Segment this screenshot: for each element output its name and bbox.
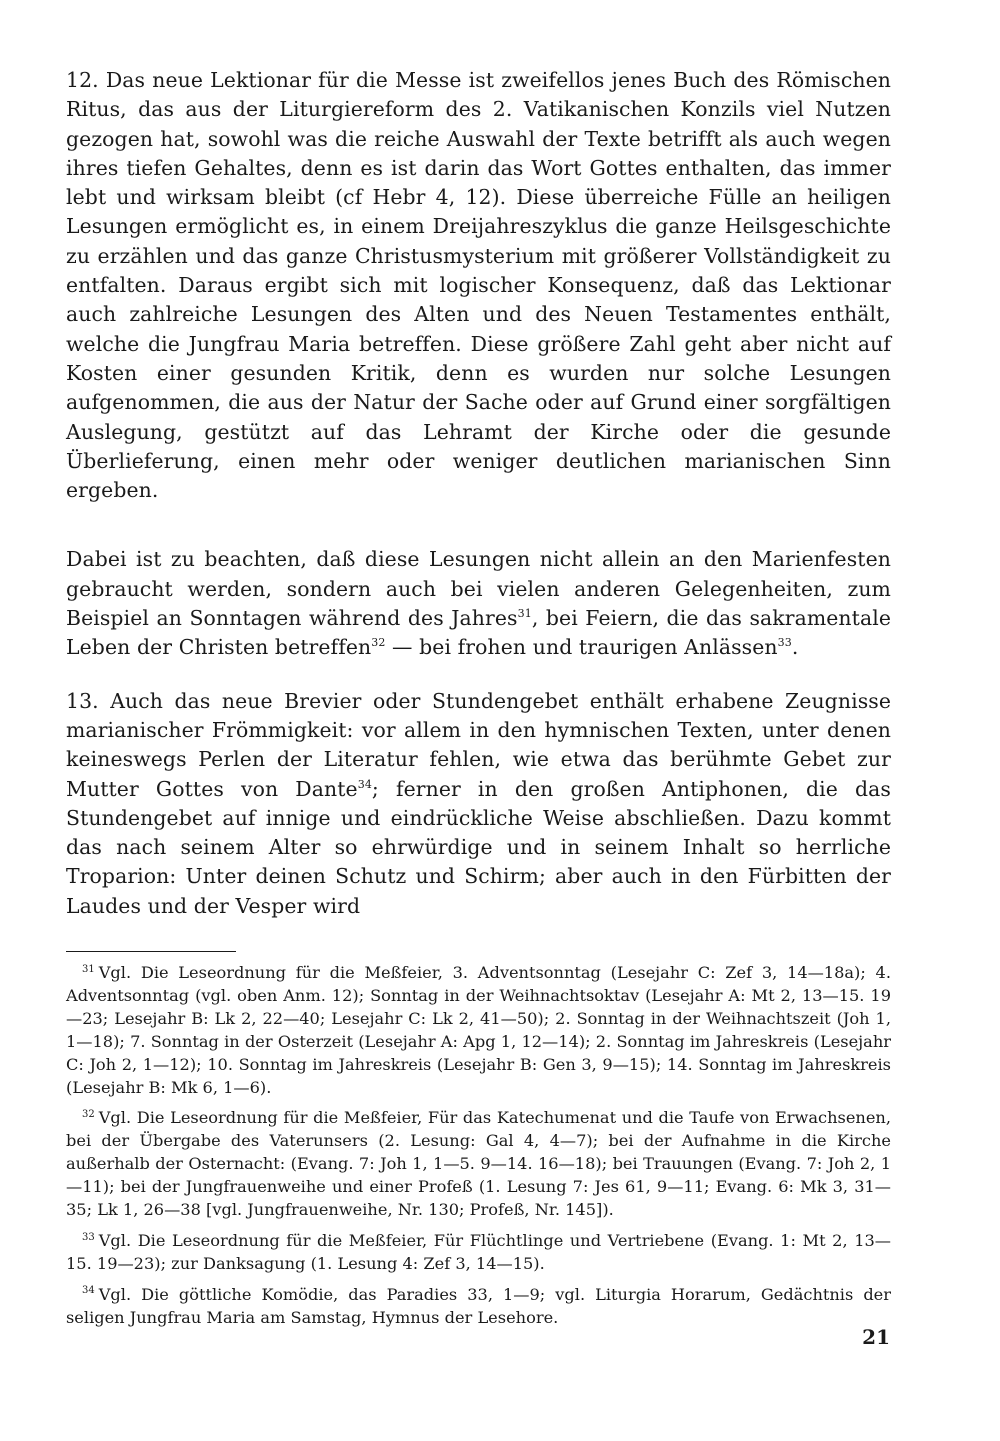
paragraph-13 xyxy=(66,687,891,921)
paragraph-text: 13. Auch das neue Brevier oder Stundengebet enthält erhabene Zeugnisse marianischer Frömmigkeit: vor allem in den hymnischen Texten, unter denen keineswegs Perlen der Literatur fehlen, wie etwa das berühmte Gebet zur Mutter Gottes von Dante xyxy=(66,688,891,801)
paragraph-12-text: 12. Das neue Lektionar für die Messe ist zweifellos jenes Buch des Römischen Ritus, das aus der Liturgiereform des 2. Vatikanischen Konzils viel Nutzen gezogen hat, sowohl was die reiche Auswahl der Texte betrifft als auch wegen ihres tiefen Gehaltes, denn es ist darin das Wort Gottes enthalten, das immer lebt und wirksam bleibt (cf Hebr 4, 12). Diese überreiche Fülle an heiligen Lesungen ermöglicht es, in einem Dreijahreszyklus die ganze Heilsgeschichte zu erzählen und das ganze Christusmysterium mit größerer Vollständigkeit zu entfalten. Daraus ergibt sich mit logischer Konsequenz, daß das Lektionar auch zahlreiche Lesungen des Alten und des Neuen Testamentes enthält, welche die Jungfrau Maria betreffen. Diese größere Zahl geht aber nicht auf Kosten einer gesunden Kritik, denn es wurden nur solche Lesungen aufgenommen, die aus der Natur der Sache oder auf Grund einer sorgfältigen Auslegung, gestützt auf das Lehramt der Kirche oder die gesunde Überlieferung, einen mehr oder weniger deutlichen marianischen Sinn ergeben. xyxy=(66,68,891,503)
paragraph-text: ; ferner in den großen Antiphonen, die das Stundengebet auf innige und eindrückliche Weise abschließen. Dazu kommt das nach seinem Alter so ehrwürdige und in seinem Inhalt so herrliche Troparion: Unter deinen Schutz und Schirm; aber auch in den Fürbitten der Laudes und der Vesper wird xyxy=(66,776,891,918)
footnote-text: Vgl. Die Leseordnung für die Meßfeier, Für das Katechumenat und die Taufe von Erwachsenen, bei der Übergabe des Vaterunsers (2. Lesung: Gal 4, 4—7); bei der Aufnahme in die Kirche außerhalb der Osternacht: (Evang. 7: Joh 1, 1—5. 9—14. 16—18); bei Trauungen (Evang. 7: Joh 2, 1—11); bei der Jungfrauenweihe und einer Profeß (1. Lesung 7: Jes 61, 9—11; Evang. 6: Mk 3, 31—35; Lk 1, 26—38 [vgl. Jungfrauenweihe, Nr. 130; Profeß, Nr. 145]). xyxy=(66,1108,891,1220)
footnote-text: Vgl. Die göttliche Komödie, das Paradies 33, 1—9; vgl. Liturgia Horarum, Gedächtnis der seligen Jungfrau Maria am Samstag, Hymnus der Lesehore. xyxy=(66,1284,891,1327)
footnote-ref-33[interactable]: 33 xyxy=(777,636,792,650)
page-body xyxy=(66,66,891,1330)
page-number: 21 xyxy=(862,1325,890,1349)
footnote-text: Vgl. Die Leseordnung für die Meßfeier, 3. Adventsonntag (Lesejahr C: Zef 3, 14—18a); 4. Adventsonntag (vgl. oben Anm. 12); Sonntag in der Weihnachtsoktav (Lesejahr A: Mt 2, 13—15. 19—23; Lesejahr B: Lk 2, 22—40; Lesejahr C: Lk 2, 41—50); 2. Sonntag in der Weihnachtszeit (Joh 1, 1—18); 7. Sonntag in der Osterzeit (Lesejahr A: Apg 1, 12—14); 2. Sonntag im Jahreskreis (Lesejahr C: Joh 2, 1—12); 10. Sonntag im Jahreskreis (Lesejahr B: Gen 3, 9—15); 14. Sonntag im Jahreskreis (Lesejahr B: Mk 6, 1—6). xyxy=(66,963,891,1097)
footnote-32 xyxy=(66,1107,891,1222)
footnote-number: 32 xyxy=(82,1109,95,1121)
footnote-number: 31 xyxy=(82,963,95,975)
footnote-ref-34[interactable]: 34 xyxy=(357,777,372,791)
footnote-divider xyxy=(66,951,236,952)
footnote-ref-32[interactable]: 32 xyxy=(371,636,386,650)
footnote-text: Vgl. Die Leseordnung für die Meßfeier, Für Flüchtlinge und Vertriebene (Evang. 1: Mt 2, 13—15. 19—23); zur Danksagung (1. Lesung 4: Zef 3, 14—15). xyxy=(66,1230,891,1273)
footnote-31 xyxy=(66,962,891,1099)
paragraph-text: , bei Feiern, die das sakramentale Leben der Christen betreffen xyxy=(66,606,891,660)
paragraph-text: . xyxy=(791,635,799,660)
footnote-number: 34 xyxy=(82,1285,95,1297)
footnote-34 xyxy=(66,1284,891,1330)
paragraph-text: Dabei ist zu beachten, daß diese Lesungen nicht allein an den Marienfesten gebraucht werden, sondern auch bei vielen anderen Gelegenheiten, zum Beispiel an Sonntagen während des Jahres xyxy=(66,547,891,631)
footnote-33 xyxy=(66,1230,891,1276)
footnote-number: 33 xyxy=(82,1231,95,1243)
paragraph-text: — bei frohen und traurigen Anlässen xyxy=(385,635,778,660)
paragraph-12-continued xyxy=(66,545,891,662)
paragraph-12 xyxy=(66,66,891,505)
footnote-ref-31[interactable]: 31 xyxy=(517,607,532,621)
